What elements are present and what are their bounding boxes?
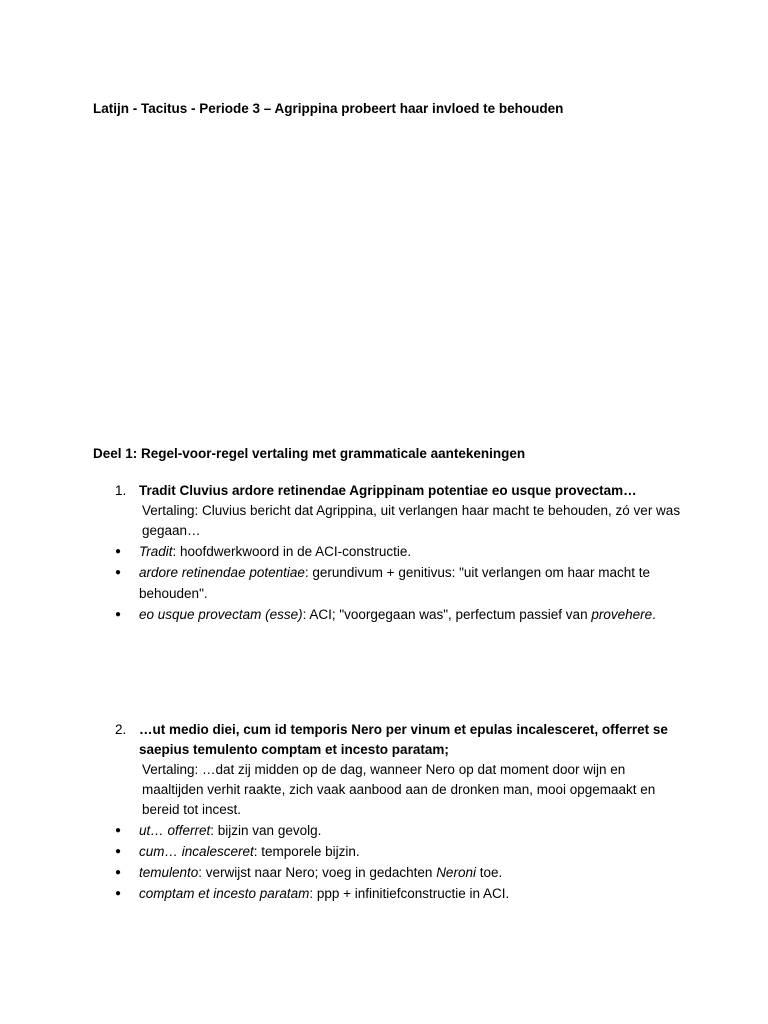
note-term-2: Neroni bbox=[436, 865, 476, 880]
note-text: : bijzin van gevolg. bbox=[210, 823, 322, 838]
note-item bbox=[115, 883, 685, 904]
bullet-icon: ● bbox=[115, 825, 122, 836]
note-text: : verwijst naar Nero; voeg in gedachten bbox=[198, 865, 437, 880]
bullet-icon: ● bbox=[115, 567, 122, 578]
note-item bbox=[115, 562, 685, 604]
notes-list bbox=[115, 541, 685, 625]
note-term: comptam et incesto paratam bbox=[139, 886, 310, 901]
note-term-2: provehere bbox=[591, 607, 653, 622]
bullet-icon: ● bbox=[115, 888, 122, 899]
note-term: ut… offerret bbox=[139, 823, 211, 838]
note-item bbox=[115, 862, 685, 883]
section-heading: Deel 1: Regel-voor-regel vertaling met grammaticale aantekeningen bbox=[93, 446, 526, 461]
bullet-icon: ● bbox=[115, 846, 122, 857]
translation-text: Vertaling: …dat zij midden op de dag, wanneer Nero op dat moment door wijn en maaltijden verhit raakte, zich vaak aanbood aan de dronken man, mooi opgemaakt en bereid tot incest. bbox=[142, 762, 656, 817]
note-term: ardore retinendae potentiae bbox=[139, 565, 305, 580]
note-text: : ppp + infinitiefconstructie in ACI. bbox=[309, 886, 510, 901]
note-text: : ACI; "voorgegaan was", perfectum passief van bbox=[302, 607, 592, 622]
item-number: 1. bbox=[115, 483, 127, 498]
note-item bbox=[115, 541, 685, 562]
note-item bbox=[115, 841, 685, 862]
latin-text: …ut medio diei, cum id temporis Nero per vinum et epulas incalesceret, offerret se saepius temulento comptam et incesto paratam; bbox=[139, 722, 668, 757]
note-term: temulento bbox=[139, 865, 199, 880]
bullet-icon: ● bbox=[115, 546, 122, 557]
numbered-item-1 bbox=[115, 481, 685, 625]
note-text: : gerundivum + genitivus: "uit verlangen om haar macht te behouden". bbox=[139, 565, 650, 601]
note-term: cum… incalesceret bbox=[139, 844, 254, 859]
numbered-item-2 bbox=[115, 720, 685, 904]
latin-text: Tradit Cluvius ardore retinendae Agrippinam potentiae eo usque provectam… bbox=[139, 483, 637, 498]
note-text: : temporele bijzin. bbox=[253, 844, 360, 859]
note-item bbox=[115, 604, 685, 625]
note-text-2: . bbox=[652, 607, 656, 622]
notes-list bbox=[115, 820, 685, 904]
item-number: 2. bbox=[115, 722, 127, 737]
note-term: Tradit bbox=[139, 544, 173, 559]
note-item bbox=[115, 820, 685, 841]
note-text: : hoofdwerkwoord in de ACI-constructie. bbox=[172, 544, 412, 559]
document-title: Latijn - Tacitus - Periode 3 – Agrippina probeert haar invloed te behouden bbox=[93, 101, 564, 116]
translation-text: Vertaling: Cluvius bericht dat Agrippina, uit verlangen haar macht te behouden, zó ver was gegaan… bbox=[142, 503, 681, 538]
bullet-icon: ● bbox=[115, 609, 122, 620]
bullet-icon: ● bbox=[115, 867, 122, 878]
note-text-2: toe. bbox=[475, 865, 503, 880]
note-term: eo usque provectam (esse) bbox=[139, 607, 303, 622]
